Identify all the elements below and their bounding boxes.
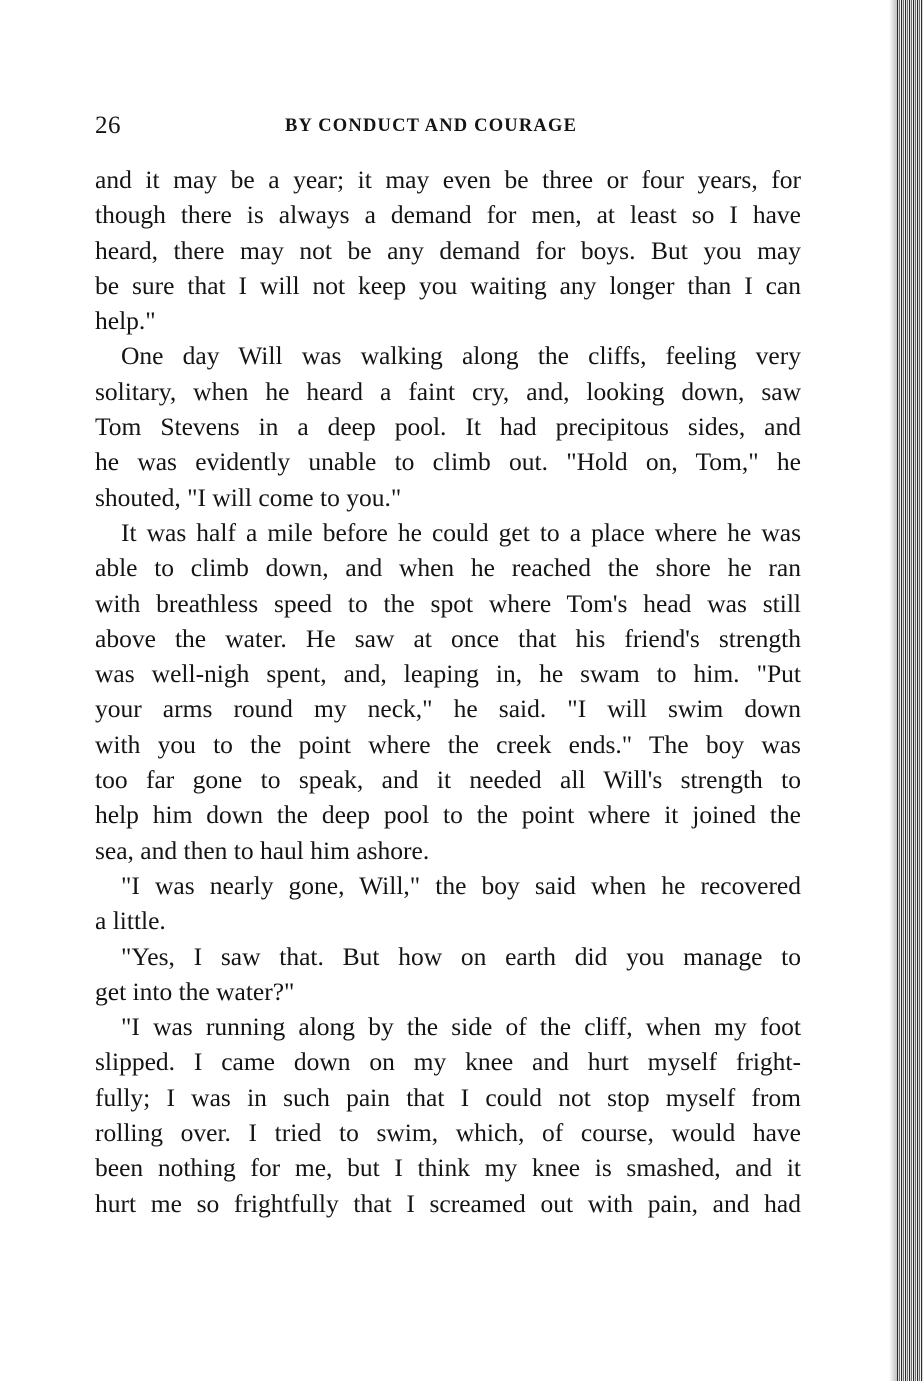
text-line: help." <box>95 306 156 336</box>
text-line: be sure that I will not keep you waiting any longer than I can <box>95 270 801 300</box>
page-binding-edge-stripes <box>897 0 923 1381</box>
text-line: sea, and then to haul him ashore. <box>95 835 430 865</box>
body-text <box>95 162 801 1221</box>
text-line: though there is always a demand for men, at least so I have <box>95 200 801 230</box>
text-line: above the water. He saw at once that his friend's strength <box>95 623 801 653</box>
text-line: too far gone to speak, and it needed all Will's strength to <box>95 765 801 795</box>
text-line: "Yes, I saw that. But how on earth did you manage to <box>121 941 801 971</box>
text-line: able to climb down, and when he reached the shore he ran <box>95 553 801 583</box>
text-line: "I was running along by the side of the cliff, when my foot <box>121 1012 801 1042</box>
page-binding-edge <box>889 0 897 1381</box>
text-line: a little. <box>95 906 166 936</box>
text-line: with you to the point where the creek ends." The boy was <box>95 729 801 759</box>
text-line: heard, there may not be any demand for boys. But you may <box>95 235 801 265</box>
text-line: hurt me so frightfully that I screamed out with pain, and had <box>95 1188 801 1218</box>
running-title: BY CONDUCT AND COURAGE <box>285 116 578 136</box>
text-line: rolling over. I tried to swim, which, of course, would have <box>95 1118 801 1148</box>
text-line: get into the water?" <box>95 976 295 1006</box>
text-line: "I was nearly gone, Will," the boy said when he recovered <box>121 870 801 900</box>
text-line: been nothing for me, but I think my knee is smashed, and it <box>95 1153 801 1183</box>
text-line: solitary, when he heard a faint cry, and, looking down, saw <box>95 376 801 406</box>
text-line: It was half a mile before he could get to a place where he was <box>121 517 801 547</box>
text-line: he was evidently unable to climb out. "Hold on, Tom," he <box>95 447 801 477</box>
text-line: Tom Stevens in a deep pool. It had precipitous sides, and <box>95 412 801 442</box>
text-line: slipped. I came down on my knee and hurt myself fright- <box>95 1047 801 1077</box>
text-line: was well-nigh spent, and, leaping in, he swam to him. "Put <box>95 659 801 689</box>
text-line: shouted, "I will come to you." <box>95 482 402 512</box>
text-line: help him down the deep pool to the point where it joined the <box>95 800 801 830</box>
text-line: your arms round my neck," he said. "I will swim down <box>95 694 801 724</box>
text-line: with breathless speed to the spot where Tom's head was still <box>95 588 801 618</box>
text-line: fully; I was in such pain that I could not stop myself from <box>95 1082 801 1112</box>
text-line: One day Will was walking along the cliffs, feeling very <box>121 341 801 371</box>
text-line: and it may be a year; it may even be three or four years, for <box>95 165 801 194</box>
page-number: 26 <box>95 112 121 139</box>
